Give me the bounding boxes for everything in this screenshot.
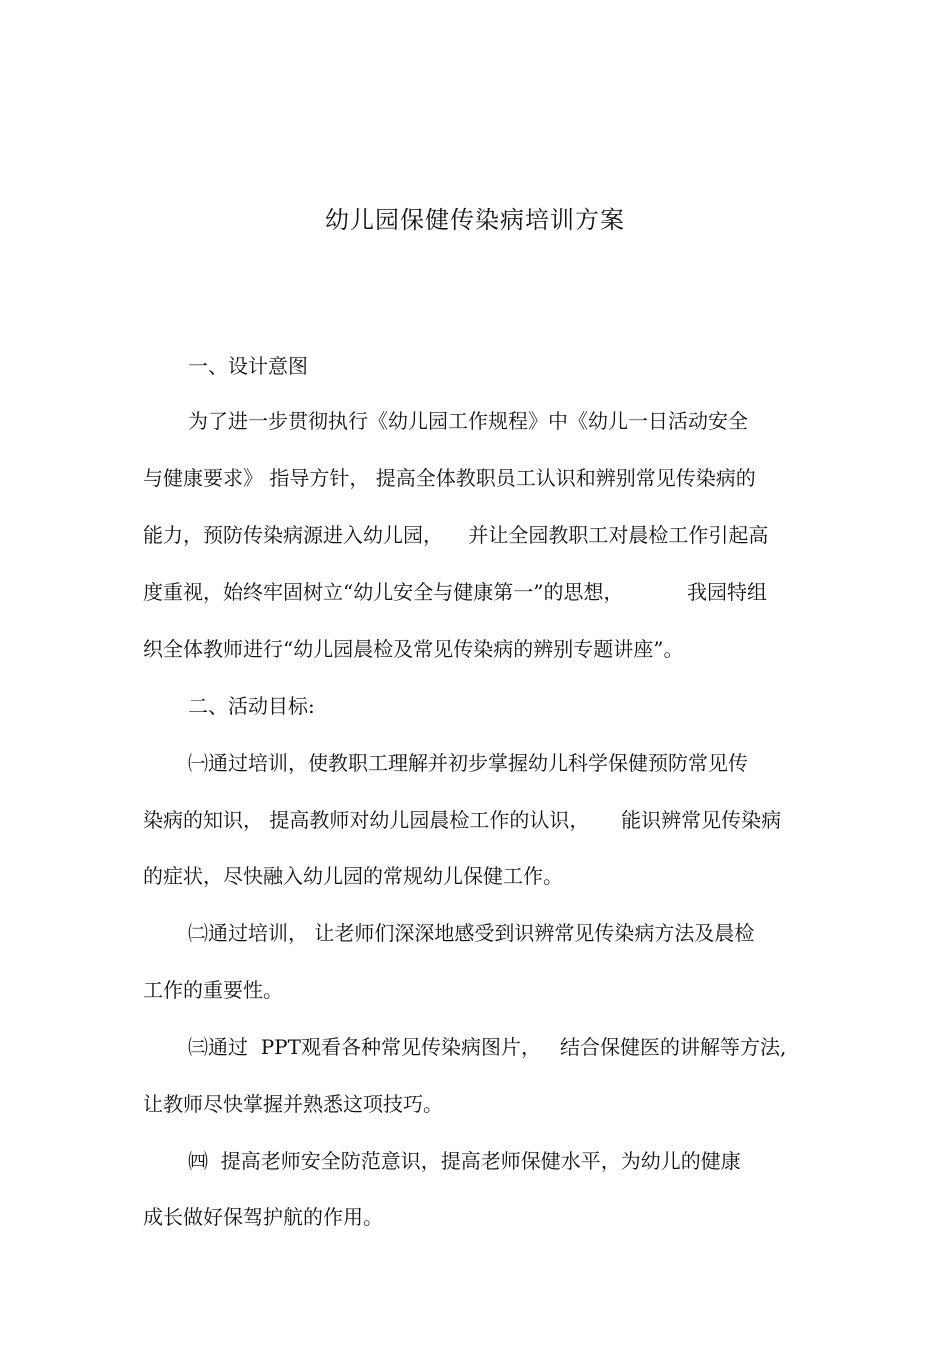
paragraph-line: 织全体教师进行“幼儿园晨检及常见传染病的辨别专题讲座”。	[143, 637, 684, 661]
paragraph-line: 度重视，始终牢固树立“幼儿安全与健康第一”的思想， 我园特组	[143, 580, 768, 604]
section-heading-activity-goals: 二、活动目标:	[188, 694, 315, 718]
goal-item-line: ㈣ 提高老师安全防范意识，提高老师保健水平，为幼儿的健康	[188, 1149, 741, 1173]
goal-item-line: 染病的知识， 提高教师对幼儿园晨检工作的认识， 能识辨常见传染病	[143, 808, 782, 832]
paragraph-line: 能力，预防传染病源进入幼儿园， 并让全园教职工对晨检工作引起高	[143, 523, 769, 547]
goal-item-line: ㈢通过 PPT观看各种常见传染病图片， 结合保健医的讲解等方法,	[188, 1035, 787, 1059]
paragraph-line: 为了进一步贯彻执行《幼儿园工作规程》中《幼儿一日活动安全	[188, 409, 748, 433]
goal-item-line: ㈡通过培训， 让老师们深深地感受到识辨常见传染病方法及晨检	[188, 921, 755, 945]
goal-item-line: 的症状，尽快融入幼儿园的常规幼儿保健工作。	[143, 864, 563, 888]
section-heading-design-intent: 一、设计意图	[188, 354, 308, 378]
paragraph-line: 与健康要求》 指导方针， 提高全体教职员工认识和辨别常见传染病的	[143, 466, 756, 490]
document-title: 幼儿园保健传染病培训方案	[325, 206, 625, 234]
goal-item-line: 工作的重要性。	[143, 978, 283, 1002]
goal-item-line: 让教师尽快掌握并熟悉这项技巧。	[143, 1092, 443, 1116]
goal-item-line: 成长做好保驾护航的作用。	[143, 1205, 383, 1229]
goal-item-line: ㈠通过培训，使教职工理解并初步掌握幼儿科学保健预防常见传	[188, 751, 748, 775]
